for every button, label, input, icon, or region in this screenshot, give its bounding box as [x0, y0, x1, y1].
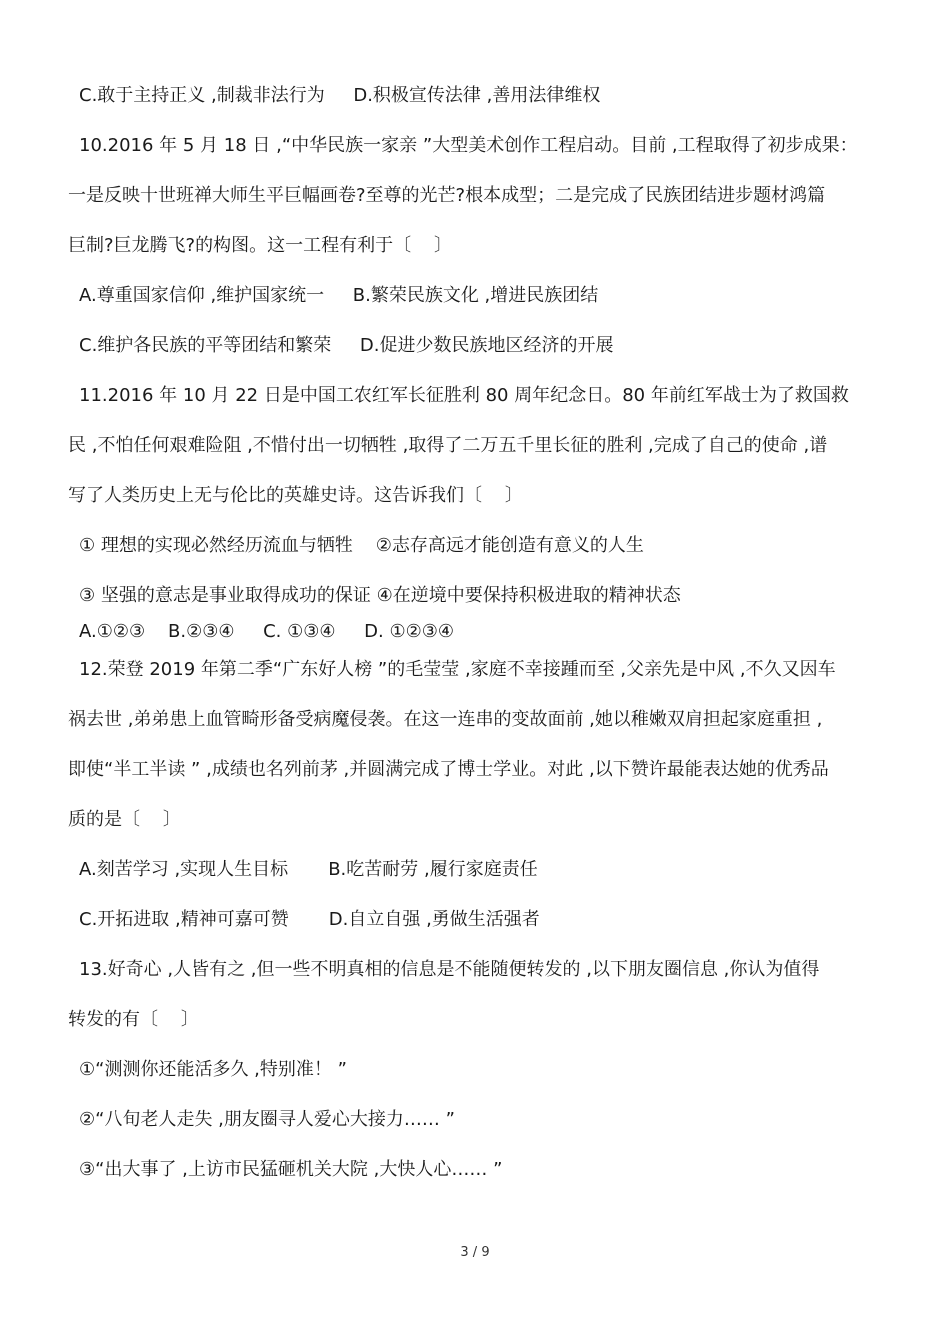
- text-line-2: 10.2016 年 5 月 18 日 ,“中华民族一家亲 ”大型美术创作工程启动。目前 ,工程取得了初步成果：: [79, 135, 858, 156]
- text-line-22: ②“八旬老人走失 ,朋友圈寻人爱心大接力…… ”: [79, 1109, 455, 1130]
- text-line-8: 民 ,不怕任何艰难险阻 ,不惜付出一切牺牲 ,取得了二万五千里长征的胜利 ,完成了自己的使命 ,谱: [68, 435, 828, 456]
- text-line-12: A.①②③ B.②③④ C. ①③④ D. ①②③④: [79, 621, 454, 642]
- text-line-14: 祸去世 ,弟弟患上血管畸形备受病魔侵袭。在这一连串的变故面前 ,她以稚嫩双肩担起家庭重担 ,: [68, 709, 823, 730]
- text-line-6: C.维护各民族的平等团结和繁荣 D.促进少数民族地区经济的开展: [79, 335, 614, 356]
- page-number: 3 / 9: [460, 1245, 490, 1260]
- text-line-18: C.开拓进取 ,精神可嘉可赞 D.自立自强 ,勇做生活强者: [79, 909, 540, 930]
- text-line-7: 11.2016 年 10 月 22 日是中国工农红军长征胜利 80 周年纪念日。80 年前红军战士为了救国救: [79, 385, 849, 406]
- text-line-4: 巨制?巨龙腾飞?的构图。这一工程有利于〔 〕: [68, 235, 452, 256]
- text-line-5: A.尊重国家信仰 ,维护国家统一 B.繁荣民族文化 ,增进民族团结: [79, 285, 599, 306]
- text-line-20: 转发的有〔 〕: [68, 1009, 199, 1030]
- text-line-15: 即使“半工半读 ” ,成绩也名列前茅 ,并圆满完成了博士学业。对此 ,以下赞许最能表达她的优秀品: [68, 759, 829, 780]
- text-line-10: ① 理想的实现必然经历流血与牺牲 ②志存高远才能创造有意义的人生: [79, 535, 644, 556]
- text-line-23: ③“出大事了 ,上访市民猛砸机关大院 ,大快人心…… ”: [79, 1159, 503, 1180]
- text-line-21: ①“测测你还能活多久 ,特别准！ ”: [79, 1059, 347, 1080]
- text-line-11: ③ 坚强的意志是事业取得成功的保证 ④在逆境中要保持积极进取的精神状态: [79, 585, 681, 606]
- text-line-9: 写了人类历史上无与伦比的英雄史诗。这告诉我们〔 〕: [68, 485, 523, 506]
- text-line-16: 质的是〔 〕: [68, 809, 181, 830]
- text-line-17: A.刻苦学习 ,实现人生目标 B.吃苦耐劳 ,履行家庭责任: [79, 859, 538, 880]
- text-line-3: 一是反映十世班禅大师生平巨幅画卷?至尊的光芒?根本成型；二是完成了民族团结进步题材鸿篇: [68, 185, 826, 206]
- text-line-13: 12.荣登 2019 年第二季“广东好人榜 ”的毛莹莹 ,家庭不幸接踵而至 ,父亲先是中风 ,不久又因车: [79, 659, 836, 680]
- text-line-1: C.敢于主持正义 ,制裁非法行为 D.积极宣传法律 ,善用法律维权: [79, 85, 601, 106]
- text-line-19: 13.好奇心 ,人皆有之 ,但一些不明真相的信息是不能随便转发的 ,以下朋友圈信息 ,你认为值得: [79, 959, 820, 980]
